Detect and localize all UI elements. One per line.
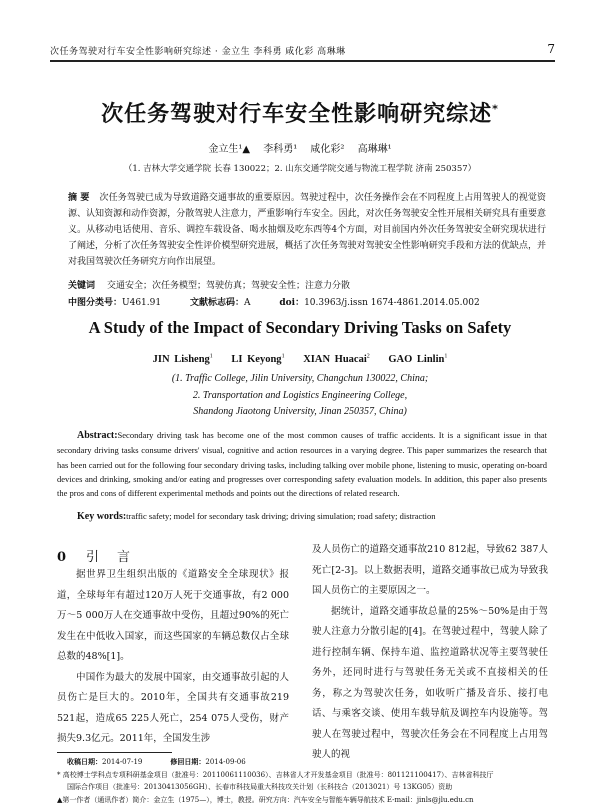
abstract-cn xyxy=(68,190,546,270)
abstract-en-text: Secondary driving task has become one of the most common causes of traffic accidents. It is a significant issue in that secondary driving tasks consume drivers' visual, cognitive and action resources in a varying degree. This paper summarizes the research that has been carried out for the following four secondary driving tasks, including talking over mobile phone, listening to music, operating on-board devices and drinking, smoking and/or eating and progresses over corresponding safety evaluation models. In addition, this paper also presents the pros and cons of different experimental methods and points out the directions of related research. xyxy=(57,430,547,498)
affiliation-cn: （1. 吉林大学交通学院 长春 130022；2. 山东交通学院交通与物流工程学院 济南 250357） xyxy=(0,162,600,174)
funding-note-cont: 国际合作项目（批准号：20130413056GH）、长春市科技局重大科技攻关计划（长科技合（2013021）号 13KG05）资助 xyxy=(57,781,557,794)
affiliation-en-line: Shandong Jiaotong University, Jinan 250357, China) xyxy=(0,406,600,417)
keywords-cn-label: 关键词 xyxy=(68,281,95,291)
author-en: LI Keyong$^1$ xyxy=(231,354,284,365)
body-column-right xyxy=(312,540,548,766)
keywords-en-label: Key words: xyxy=(77,511,126,522)
received-date: 2014-07-19 xyxy=(102,758,142,766)
keywords-en xyxy=(77,511,435,522)
title-footnote-mark: * xyxy=(492,103,499,116)
author-en: XIAN Huacai$^2$ xyxy=(303,354,370,365)
keywords-cn xyxy=(68,278,350,291)
doc-code: 文献标志码：A xyxy=(190,298,251,308)
revised-date: 2014-09-06 xyxy=(205,758,245,766)
author-en: GAO Linlin$^1$ xyxy=(388,354,447,365)
footnote-rule xyxy=(57,752,172,753)
affiliation-en-line: 2. Transportation and Logistics Engineering College, xyxy=(0,390,600,401)
clc-code: 中图分类号：U461.91 xyxy=(68,298,161,308)
paragraph: 据统计，道路交通事故总量的25%～50%是由于驾驶人注意力分散引起的[4]。在驾驶过程中，驾驶人除了进行控制车辆、保持车道、监控道路状况等主要驾驶任务外，还同时进行与驾驶任务无关或不直接相关的任务，称之为驾驶次任务，如收听广播及音乐、接打电话、与乘客交谈、使用车载导航及调控车内设施等。驾驶人在驾驶过程中，驾驶次任务会在不同程度上占用驾驶人的视 xyxy=(312,602,548,766)
abstract-cn-label: 摘 要 xyxy=(68,193,89,203)
classification-line xyxy=(68,295,506,308)
author-en: JIN Lisheng$^1$ xyxy=(153,354,213,365)
funding-note: * 高校博士学科点专项科研基金项目（批准号：20110061110036）、吉林省人才开发基金项目（批准号：801121100417）、吉林省科技厅 xyxy=(57,769,557,782)
keywords-en-text: traffic safety; model for secondary task driving; driving simulation; road safety; distraction xyxy=(126,511,435,521)
doi: doi：10.3963/j.issn 1674-4861.2014.05.002 xyxy=(279,298,479,308)
paragraph: 及人员伤亡的道路交通事故210 812起，导致62 387人死亡[2-3]。以上数据表明，道路交通事故已成为导致我国人员伤亡的主要原因之一。 xyxy=(312,540,548,602)
section-heading xyxy=(57,546,148,565)
header-rule xyxy=(50,60,555,62)
author-note: ▲第一作者（通讯作者）简介：金立生（1975—），博士，教授。研究方向：汽车安全与智能车辆导航技术 E-mail：jinls@jlu.edu.cn xyxy=(57,794,557,806)
section-number: 0 xyxy=(57,550,66,565)
running-header xyxy=(50,40,555,60)
authors-en xyxy=(0,353,600,365)
page-number: 7 xyxy=(547,42,555,56)
section-title: 引言 xyxy=(86,550,148,565)
abstract-en-label: Abstract: xyxy=(77,430,118,441)
keywords-cn-text: 交通安全；次任务模型；驾驶仿真；驾驶安全性；注意力分散 xyxy=(107,281,350,291)
affiliation-en-line: (1. Traffic College, Jilin University, Changchun 130022, China; xyxy=(0,373,600,384)
abstract-cn-text: 次任务驾驶已成为导致道路交通事故的重要原因。驾驶过程中，次任务操作会在不同程度上占用驾驶人的视觉资源、认知资源和动作资源，分散驾驶人注意力，严重影响行车安全。因此，对次任务驾驶安全性开展相关研究具有重要意义。从移动电话使用、音乐、调控车载设备、喝水抽烟及吃东西等4个方面，对目前国内外次任务驾驶安全研究现状进行了阐述，分析了次任务驾驶安全性评价模型研究进展，概括了次任务驾驶对驾驶安全性影响研究手段和方法的优缺点，并对我国驾驶次任务研究方向作出展望。 xyxy=(68,193,546,267)
authors-cn: 金立生¹▲ 李科勇¹ 咸化彩² 高琳琳¹ xyxy=(0,140,600,155)
footnotes xyxy=(57,756,557,806)
dates-line: 收稿日期：2014-07-19 修回日期：2014-09-06 xyxy=(57,756,557,769)
running-header-text: 次任务驾驶对行车安全性影响研究综述 · 金立生 李科勇 咸化彩 高琳琳 xyxy=(50,44,346,57)
title-cn xyxy=(0,97,600,128)
abstract-en xyxy=(57,428,547,500)
title-cn-text: 次任务驾驶对行车安全性影响研究综述 xyxy=(101,102,492,127)
body-column-left xyxy=(57,565,289,750)
paragraph: 据世界卫生组织出版的《道路安全全球现状》报道，全球每年有超过120万人死于交通事故，有2 000万～5 000万人在交通事故中受伤，且超过90%的死亡发生在中低收入国家，而这些国家的车辆总数仅占全球总数的48%[1]。 xyxy=(57,565,289,668)
paragraph: 中国作为最大的发展中国家，由交通事故引起的人员伤亡是巨大的。2010年，全国共有交通事故219 521起，造成65 225人死亡，254 075人受伤，财产损失9.3亿元。2011年，全国发生涉 xyxy=(57,668,289,750)
title-en: A Study of the Impact of Secondary Driving Tasks on Safety xyxy=(0,318,600,338)
